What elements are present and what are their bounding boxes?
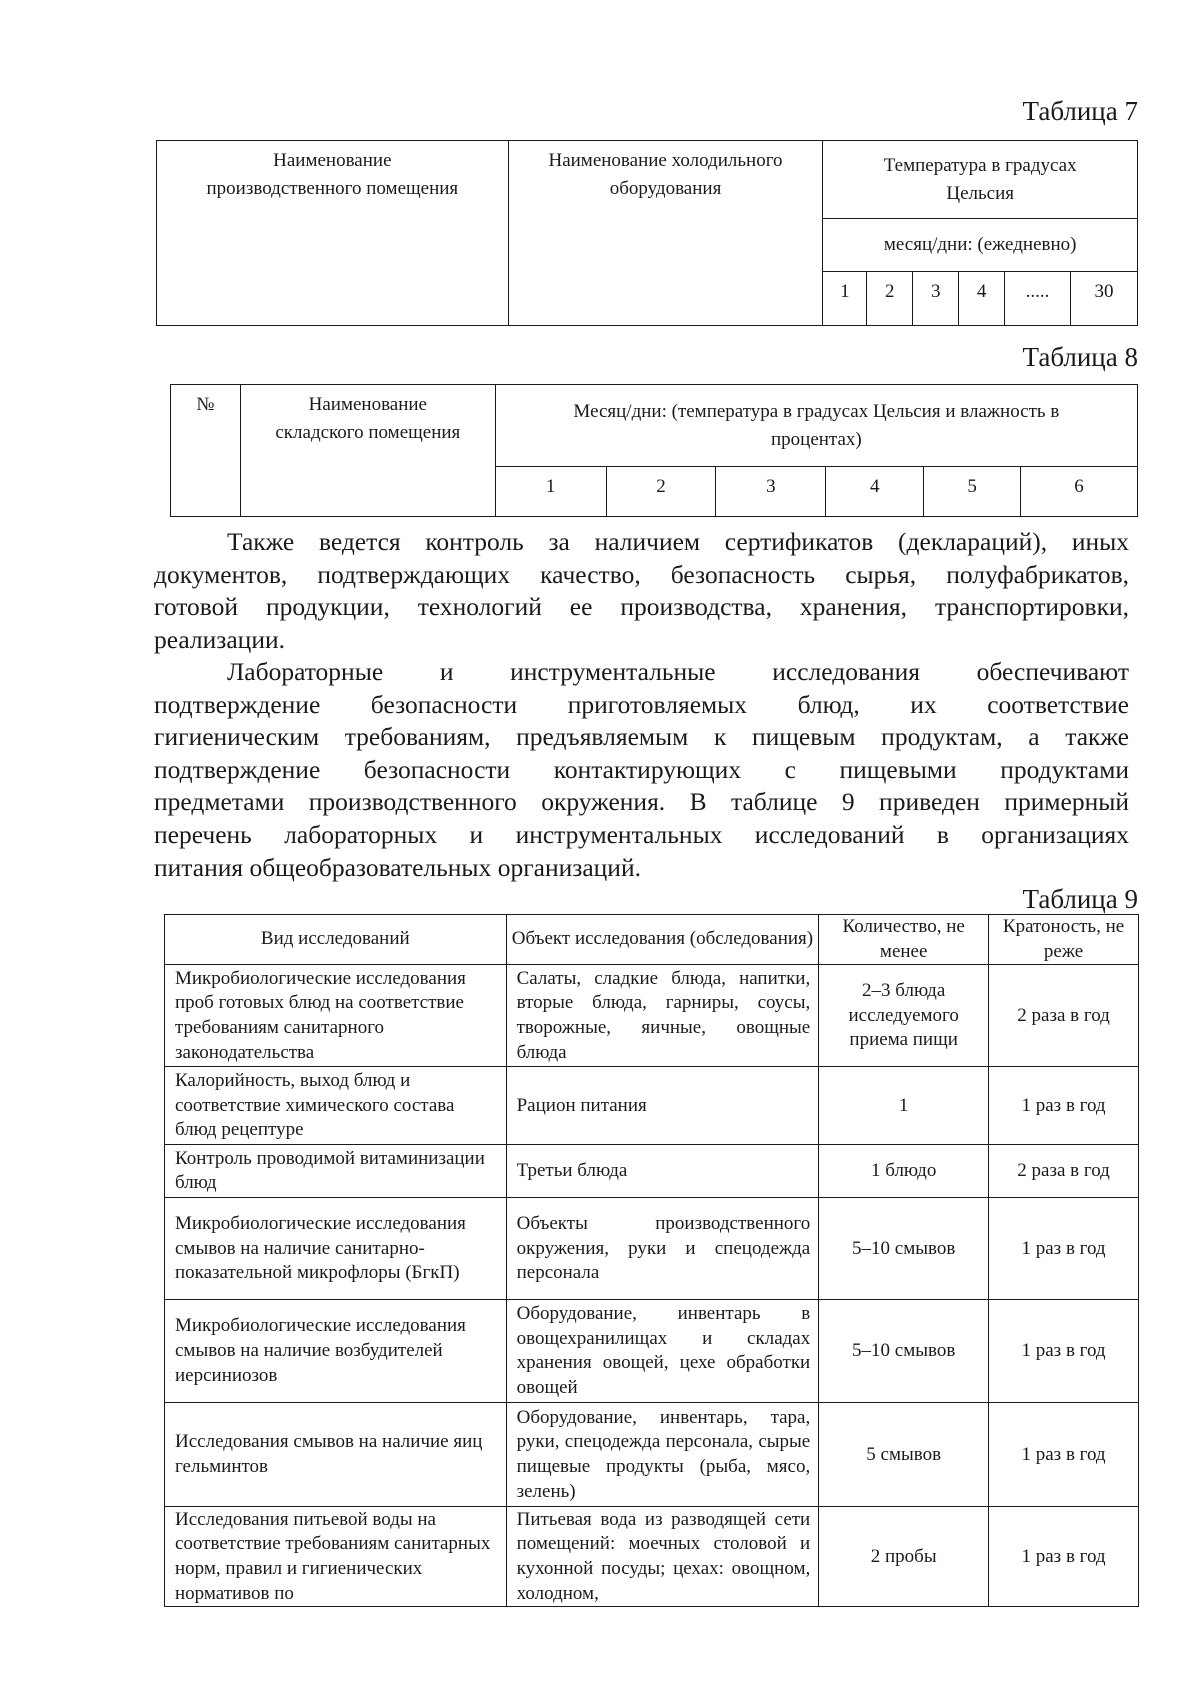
table7-caption: Таблица 7 (1022, 96, 1138, 126)
t7-day: 30 (1071, 272, 1138, 326)
table9-caption: Таблица 9 (1022, 884, 1138, 914)
t9-cell-object: Питьевая вода из разводящей сети помещений: моечных столовой и кухонной посуды; цехах: овощном, холодном, (506, 1507, 819, 1607)
table-row (165, 1507, 1139, 1607)
t8-day: 5 (924, 467, 1021, 517)
t9-cell-frequency: 2 раза в год (989, 1145, 1139, 1198)
t9-header-quantity: Количество, не менее (819, 915, 989, 965)
t8-day: 2 (606, 467, 716, 517)
t7-day: 2 (867, 272, 913, 326)
t9-header-type: Вид исследований (165, 915, 507, 965)
table9 (164, 914, 1139, 1607)
t9-header-object: Объект исследования (обследования) (506, 915, 819, 965)
t9-cell-quantity: 5–10 смывов (819, 1198, 989, 1300)
t9-cell-frequency: 1 раз в год (989, 1300, 1139, 1403)
t9-cell-object: Объекты производственного окружения, руки и спецодежда персонала (506, 1198, 819, 1300)
t8-header-number: № (171, 385, 241, 517)
t9-cell-object: Рацион питания (506, 1067, 819, 1145)
t8-day: 4 (826, 467, 924, 517)
t9-cell-object: Третьи блюда (506, 1145, 819, 1198)
t7-day: 1 (823, 272, 867, 326)
t9-cell-quantity: 1 (819, 1067, 989, 1145)
paragraph-certificates: Также ведется контроль за наличием сертификатов (деклараций), иных документов, подтверждающих качество, безопасность сырья, полуфабрикатов, готовой продукции, технологий ее производства, хранения, транспортировки, реализации. (154, 527, 1129, 654)
table-row (165, 1198, 1139, 1300)
t9-cell-type: Калорийность, выход блюд и соответствие химического состава блюд рецептуре (165, 1067, 507, 1145)
table-row (165, 1300, 1139, 1403)
t7-header-room: Наименование производственного помещения (157, 141, 509, 326)
t9-cell-frequency: 2 раза в год (989, 965, 1139, 1067)
t9-header-frequency: Кратоность, не реже (989, 915, 1139, 965)
t9-cell-type: Контроль проводимой витаминизации блюд (165, 1145, 507, 1198)
t9-cell-object: Салаты, сладкие блюда, напитки, вторые блюда, гарниры, соусы, творожные, яичные, овощные блюда (506, 965, 819, 1067)
table-row (165, 1403, 1139, 1507)
table8-caption: Таблица 8 (1022, 342, 1138, 372)
t9-cell-type: Исследования питьевой воды на соответствие требованиям санитарных норм, правил и гигиенических нормативов по (165, 1507, 507, 1607)
t9-cell-frequency: 1 раз в год (989, 1507, 1139, 1607)
t9-cell-type: Микробиологические исследования смывов на наличие возбудителей иерсиниозов (165, 1300, 507, 1403)
t7-day: 4 (959, 272, 1005, 326)
t9-cell-type: Микробиологические исследования проб готовых блюд на соответствие требованиям санитарного законодательства (165, 965, 507, 1067)
t9-cell-quantity: 5–10 смывов (819, 1300, 989, 1403)
t8-header-period: Месяц/дни: (температура в градусах Цельсия и влажность в процентах) (495, 385, 1137, 467)
t9-cell-type: Микробиологические исследования смывов на наличие санитарно-показательной микрофлоры (БгкП) (165, 1198, 507, 1300)
t9-cell-frequency: 1 раз в год (989, 1198, 1139, 1300)
t7-header-equipment: Наименование холодильного оборудования (508, 141, 823, 326)
t7-day: ..... (1005, 272, 1071, 326)
t8-day: 1 (495, 467, 606, 517)
t7-header-period: месяц/дни: (ежедневно) (823, 219, 1138, 272)
t7-day: 3 (913, 272, 959, 326)
table-row (165, 1067, 1139, 1145)
table7 (156, 140, 1138, 326)
t9-cell-object: Оборудование, инвентарь в овощехранилищах и складах хранения овощей, цехе обработки овощей (506, 1300, 819, 1403)
t9-cell-quantity: 2–3 блюда исследуемого приема пищи (819, 965, 989, 1067)
t9-cell-quantity: 1 блюдо (819, 1145, 989, 1198)
table-row (165, 965, 1139, 1067)
t9-cell-object: Оборудование, инвентарь, тара, руки, спецодежда персонала, сырые пищевые продукты (рыба, мясо, зелень) (506, 1403, 819, 1507)
t8-header-storage: Наименование складского помещения (240, 385, 495, 517)
t8-day: 3 (716, 467, 826, 517)
paragraph-laboratory: Лабораторные и инструментальные исследования обеспечивают подтверждение безопасности приготовляемых блюд, их соответствие гигиеническим требованиям, предъявляемым к пищевым продуктам, а также подтверждение безопасности контактирующих с пищевыми продуктами предметами производственного окружения. В таблице 9 приведен примерный перечень лабораторных и инструментальных исследований в организациях питания общеобразовательных организаций. (154, 657, 1129, 882)
table8 (170, 384, 1138, 517)
t9-cell-quantity: 5 смывов (819, 1403, 989, 1507)
t9-cell-frequency: 1 раз в год (989, 1403, 1139, 1507)
t7-header-temperature: Температура в градусах Цельсия (823, 141, 1138, 219)
table-row (165, 1145, 1139, 1198)
t9-cell-quantity: 2 пробы (819, 1507, 989, 1607)
t9-cell-type: Исследования смывов на наличие яиц гельминтов (165, 1403, 507, 1507)
t9-cell-frequency: 1 раз в год (989, 1067, 1139, 1145)
t8-day: 6 (1021, 467, 1138, 517)
